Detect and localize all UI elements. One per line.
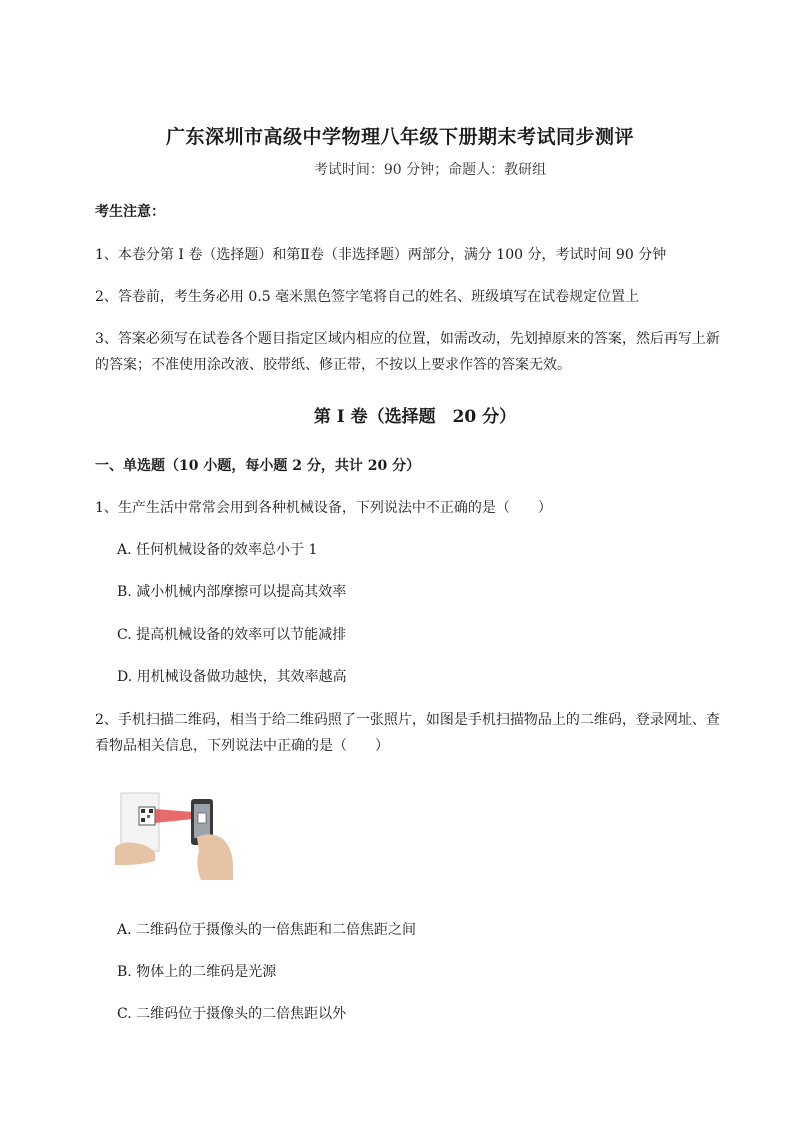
notice-item-3-cont: 的答案；不准使用涂改液、胶带纸、修正带，不按以上要求作答的答案无效。 bbox=[95, 357, 571, 373]
question-type-heading: 一、单选题（10 小题，每小题 2 分，共计 20 分） bbox=[95, 458, 421, 474]
notice-heading: 考生注意： bbox=[95, 204, 165, 220]
question-1-stem: 1、生产生活中常常会用到各种机械设备，下列说法中不正确的是（ ） bbox=[95, 500, 552, 516]
section-title: 第 I 卷（选择题 20 分） bbox=[313, 407, 517, 427]
qr-scan-figure bbox=[115, 785, 237, 880]
notice-item-3: 3、答案必须写在试卷各个题目指定区域内相应的位置，如需改动，先划掉原来的答案，然后再写上新 bbox=[95, 331, 720, 347]
page-title: 广东深圳市高级中学物理八年级下册期末考试同步测评 bbox=[165, 126, 634, 148]
question-1-option-d: D. 用机械设备做功越快，其效率越高 bbox=[117, 669, 347, 685]
question-2-stem-line2: 看物品相关信息，下列说法中正确的是（ ） bbox=[95, 738, 389, 754]
right-hand bbox=[197, 834, 233, 880]
notice-item-2: 2、答卷前，考生务必用 0.5 毫米黑色签字笔将自己的姓名、班级填写在试卷规定位置上 bbox=[95, 289, 640, 305]
question-1-option-b: B. 减小机械内部摩擦可以提高其效率 bbox=[117, 584, 347, 600]
laser-beam bbox=[155, 809, 193, 823]
question-2-option-c: C. 二维码位于摄像头的二倍焦距以外 bbox=[117, 1006, 347, 1022]
notice-item-1: 1、本卷分第 I 卷（选择题）和第Ⅱ卷（非选择题）两部分，满分 100 分，考试时间 90 分钟 bbox=[95, 247, 667, 263]
exam-info: 考试时间：90 分钟；命题人：教研组 bbox=[313, 162, 547, 178]
question-2-option-b: B. 物体上的二维码是光源 bbox=[117, 964, 277, 980]
question-2-stem-line1: 2、手机扫描二维码，相当于给二维码照了一张照片，如图是手机扫描物品上的二维码，登录网址、查 bbox=[95, 712, 720, 728]
question-1-option-a: A. 任何机械设备的效率总小于 1 bbox=[117, 542, 318, 558]
question-1-option-c: C. 提高机械设备的效率可以节能减排 bbox=[117, 627, 347, 643]
question-2-option-a: A. 二维码位于摄像头的一倍焦距和二倍焦距之间 bbox=[117, 922, 417, 938]
